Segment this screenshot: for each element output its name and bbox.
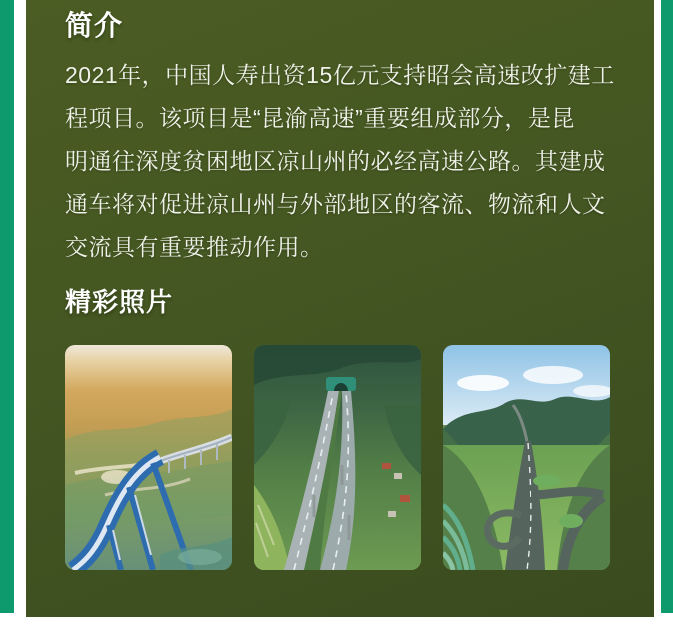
intro-paragraph-line: 明通往深度贫困地区凉山州的必经高速公路。其建成	[65, 148, 606, 174]
photo-row	[65, 345, 615, 570]
highway-interchange-green-valley-aerial-photo[interactable]	[443, 345, 610, 570]
intro-heading: 简介	[65, 10, 124, 41]
left-accent-strip	[0, 0, 14, 613]
right-accent-strip	[661, 0, 673, 613]
intro-paragraph-line: 通车将对促进凉山州与外部地区的客流、物流和人文	[65, 191, 606, 217]
content-panel	[26, 0, 654, 617]
intro-paragraph-line: 交流具有重要推动作用。	[65, 234, 324, 260]
photos-heading: 精彩照片	[65, 287, 174, 317]
intro-paragraph	[65, 54, 615, 269]
blue-bridge-autumn-mountains-aerial-photo[interactable]	[65, 345, 232, 570]
twin-viaduct-tunnel-green-mountains-aerial-photo[interactable]	[254, 345, 421, 570]
intro-paragraph-line: 程项目。该项目是“昆渝高速”重要组成部分，是昆	[65, 105, 575, 131]
intro-paragraph-line: 2021年，中国人寿出资15亿元支持昭会高速改扩建工	[65, 62, 615, 88]
